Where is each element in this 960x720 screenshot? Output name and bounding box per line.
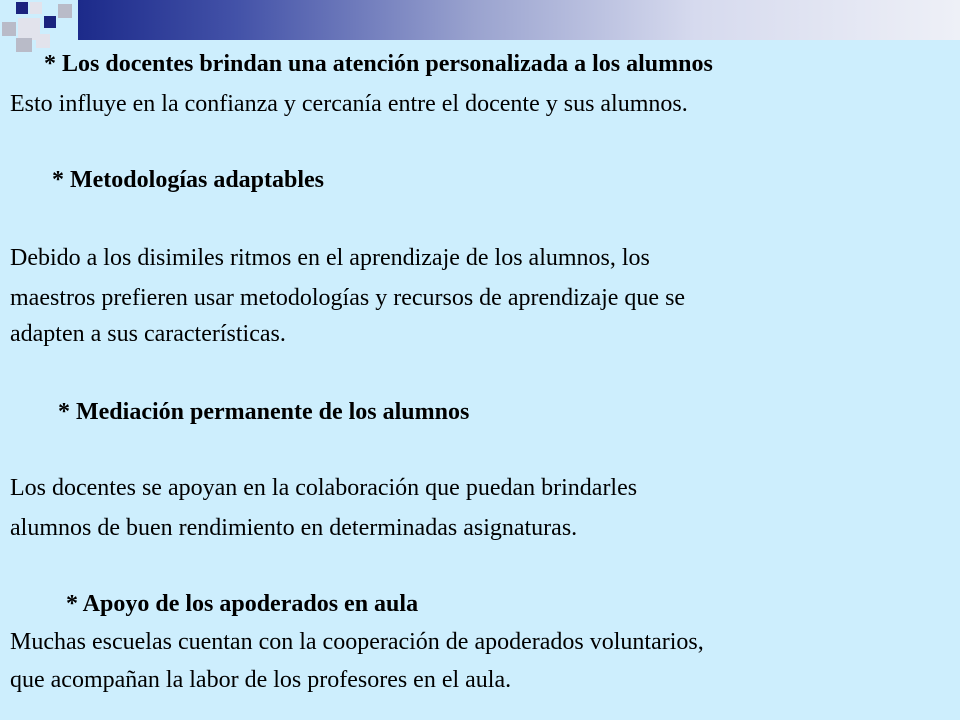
section-heading: * Metodologías adaptables (52, 167, 325, 193)
square-icon (44, 16, 56, 28)
square-icon (16, 38, 32, 52)
square-icon (16, 2, 28, 14)
section-body-line: que acompañan la labor de los profesores en el aula. (10, 667, 512, 693)
section-heading: * Apoyo de los apoderados en aula (66, 591, 419, 617)
section-body-line: Esto influye en la confianza y cercanía entre el docente y sus alumnos. (10, 91, 688, 117)
section-heading: * Los docentes brindan una atención personalizada a los alumnos (44, 51, 713, 77)
square-icon (30, 2, 42, 14)
section-body-line: Muchas escuelas cuentan con la cooperación de apoderados voluntarios, (10, 629, 704, 655)
square-icon (58, 4, 72, 18)
section-body-line: alumnos de buen rendimiento en determinadas asignaturas. (10, 515, 578, 541)
square-icon (36, 34, 50, 48)
section-body-line: Debido a los disimiles ritmos en el aprendizaje de los alumnos, los (10, 245, 650, 271)
section-body-line: Los docentes se apoyan en la colaboración que puedan brindarles (10, 475, 638, 501)
section-body-line: maestros prefieren usar metodologías y recursos de aprendizaje que se (10, 285, 686, 311)
square-icon (2, 22, 16, 36)
header-gradient-bar (78, 0, 960, 40)
section-body-line: adapten a sus características. (10, 321, 286, 347)
section-heading: * Mediación permanente de los alumnos (58, 399, 470, 425)
